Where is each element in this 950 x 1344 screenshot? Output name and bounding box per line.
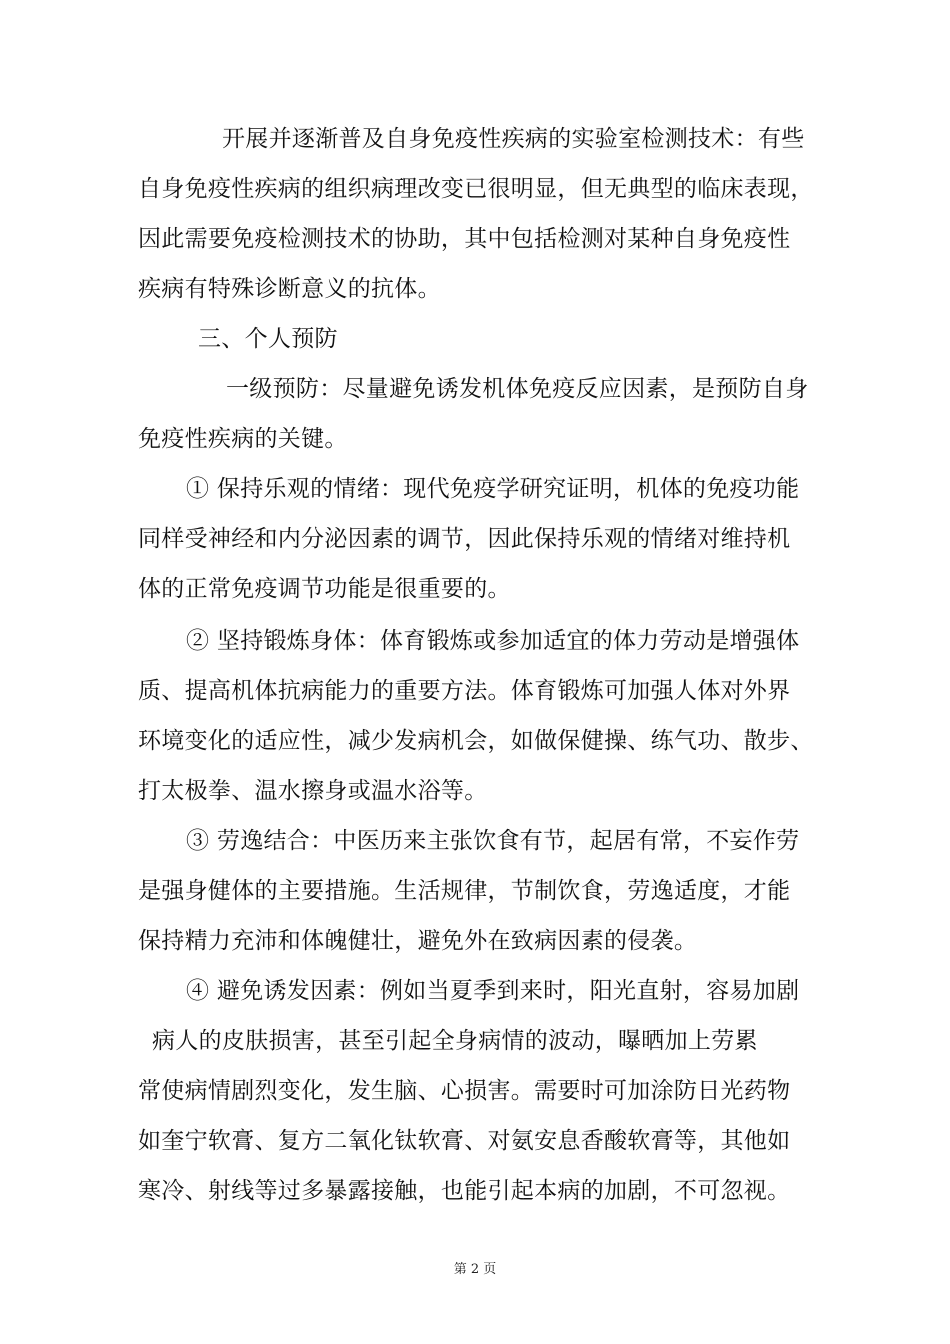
list-item-1-line-3: 体的正常免疫调节功能是很重要的。 — [138, 576, 511, 602]
paragraph-lab-detection-line-2: 自身免疫性疾病的组织病理改变已很明显，但无典型的临床表现， — [138, 176, 814, 202]
list-item-3-line-2: 是强身健体的主要措施。生活规律，节制饮食，劳逸适度，才能 — [138, 878, 791, 904]
list-item-2-line-4: 打太极拳、温水擦身或温水浴等。 — [138, 778, 488, 804]
page-number: 第 2 页 — [453, 1262, 497, 1277]
paragraph-lab-detection-line-1: 开展并逐渐普及自身免疫性疾病的实验室检测技术：有些 — [222, 126, 805, 152]
list-item-4-line-3: 常使病情剧烈变化，发生脑、心损害。需要时可加涂防日光药物 — [138, 1078, 791, 1104]
section-heading: 三、个人预防 — [198, 326, 338, 352]
list-item-4-line-1: ④ 避免诱发因素：例如当夏季到来时，阳光直射，容易加剧 — [186, 978, 800, 1004]
paragraph-lab-detection-line-4: 疾病有特殊诊断意义的抗体。 — [138, 276, 441, 302]
list-item-1-line-1: ① 保持乐观的情绪：现代免疫学研究证明，机体的免疫功能 — [186, 476, 800, 502]
list-item-4-line-4: 如奎宁软膏、复方二氧化钛软膏、对氨安息香酸软膏等，其他如 — [138, 1128, 791, 1154]
list-item-2-line-1: ② 坚持锻炼身体：体育锻炼或参加适宜的体力劳动是增强体 — [186, 628, 800, 654]
list-item-2-line-3: 环境变化的适应性，减少发病机会，如做保健操、练气功、散步、 — [138, 728, 814, 754]
list-item-2-line-2: 质、提高机体抗病能力的重要方法。体育锻炼可加强人体对外界 — [138, 678, 791, 704]
paragraph-lab-detection-line-3: 因此需要免疫检测技术的协助，其中包括检测对某种自身免疫性 — [138, 226, 791, 252]
paragraph-primary-prevention-line-2: 免疫性疾病的关键。 — [138, 426, 348, 452]
paragraph-primary-prevention-line-1: 一级预防：尽量避免诱发机体免疫反应因素，是预防自身 — [226, 376, 809, 402]
list-item-1-line-2: 同样受神经和内分泌因素的调节，因此保持乐观的情绪对维持机 — [138, 526, 791, 552]
list-item-4-line-5: 寒冷、射线等过多暴露接触，也能引起本病的加剧，不可忽视。 — [138, 1178, 791, 1204]
list-item-4-line-2: 病人的皮肤损害，甚至引起全身病情的波动，曝晒加上劳累 — [152, 1028, 758, 1054]
list-item-3-line-1: ③ 劳逸结合：中医历来主张饮食有节，起居有常，不妄作劳 — [186, 828, 800, 854]
list-item-3-line-3: 保持精力充沛和体魄健壮，避免外在致病因素的侵袭。 — [138, 928, 698, 954]
